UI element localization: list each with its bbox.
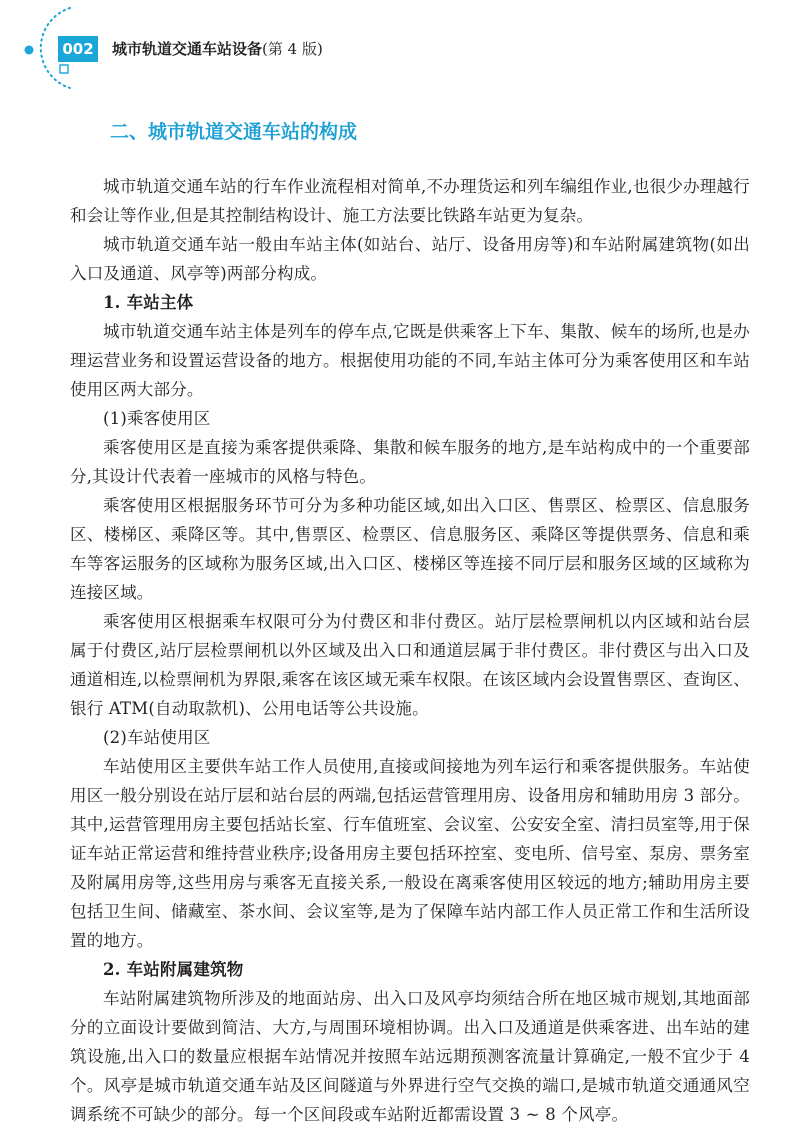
page-number: 002 (58, 36, 98, 62)
subsection-heading-station-body: 1. 车站主体 (103, 293, 194, 312)
subsection-heading-ancillary-buildings: 2. 车站附属建筑物 (103, 960, 244, 979)
paragraph: 城市轨道交通车站的行车作业流程相对简单,不办理货运和列车编组作业,也很少办理越行和会让等作业,但是其控制结构设计、施工方法要比铁路车站更为复杂。 (70, 177, 750, 225)
paragraph: 车站附属建筑物所涉及的地面站房、出入口及风亭均须结合所在地区城市规划,其地面部分的立面设计要做到简洁、大方,与周围环境相协调。出入口及通道是供乘客进、出车站的建筑设施,出入口的数量应根据车站情况并按照车站远期预测客流量计算确定,一般不宜少于 4 个。风亭是城市轨道交通车站及区间隧道与外界进行空气交换的端口,是城市轨道交通通风空调系统不可缺少的部分。每一个区间段或车站附近都需设置 3 ~ 8 个风亭。 (70, 989, 750, 1124)
body-text (70, 172, 750, 1129)
book-edition: (第 4 版) (262, 40, 323, 58)
paragraph: 乘客使用区根据服务环节可分为多种功能区域,如出入口区、售票区、检票区、信息服务区、楼梯区、乘降区等。其中,售票区、检票区、信息服务区、乘降区等提供票务、信息和乘车等客运服务的区域称为服务区域,出入口区、楼梯区等连接不同厅层和服务区域的区域称为连接区域。 (70, 496, 750, 602)
paragraph: 城市轨道交通车站一般由车站主体(如站台、站厅、设备用房等)和车站附属建筑物(如出入口及通道、风亭等)两部分构成。 (70, 235, 750, 283)
paragraph: 乘客使用区根据乘车权限可分为付费区和非付费区。站厅层检票闸机以内区域和站台层属于付费区,站厅层检票闸机以外区域及出入口和通道层属于非付费区。非付费区与出入口及通道相连,以检票闸机为界限,乘客在该区域无乘车权限。在该区域内会设置售票区、查询区、银行 ATM(自动取款机)、公用电话等公共设施。 (70, 612, 750, 718)
page-content (70, 112, 750, 1129)
book-title: 城市轨道交通车站设备 (112, 40, 263, 58)
paragraph: 车站使用区主要供车站工作人员使用,直接或间接地为列车运行和乘客提供服务。车站使用区一般分别设在站厅层和站台层的两端,包括运营管理用房、设备用房和辅助用房 3 部分。其中,运营管理用房主要包括站长室、行车值班室、会议室、公安安全室、清扫员室等,用于保证车站正常运营和维持营业秩序;设备用房主要包括环控室、变电所、信号室、泵房、票务室及附属用房等,这些用房与乘客无直接关系,一般设在离乘客使用区较远的地方;辅助用房主要包括卫生间、储藏室、茶水间、会议室等,是为了保障车站内部工作人员正常工作和生活所设置的地方。 (70, 757, 750, 950)
section-title: 二、城市轨道交通车站的构成 (110, 121, 358, 143)
header-dot (25, 46, 34, 55)
subsection-heading-passenger-area: (1)乘客使用区 (103, 409, 211, 428)
subsection-heading-station-area: (2)车站使用区 (103, 728, 211, 747)
paragraph: 城市轨道交通车站主体是列车的停车点,它既是供乘客上下车、集散、候车的场所,也是办理运营业务和设置运营设备的地方。根据使用功能的不同,车站主体可分为乘客使用区和车站使用区两大部分。 (70, 322, 750, 399)
running-title (112, 36, 323, 62)
paragraph: 乘客使用区是直接为乘客提供乘降、集散和候车服务的地方,是车站构成中的一个重要部分,其设计代表着一座城市的风格与特色。 (70, 438, 750, 486)
header-small-square (60, 65, 68, 73)
page-header (0, 0, 790, 95)
